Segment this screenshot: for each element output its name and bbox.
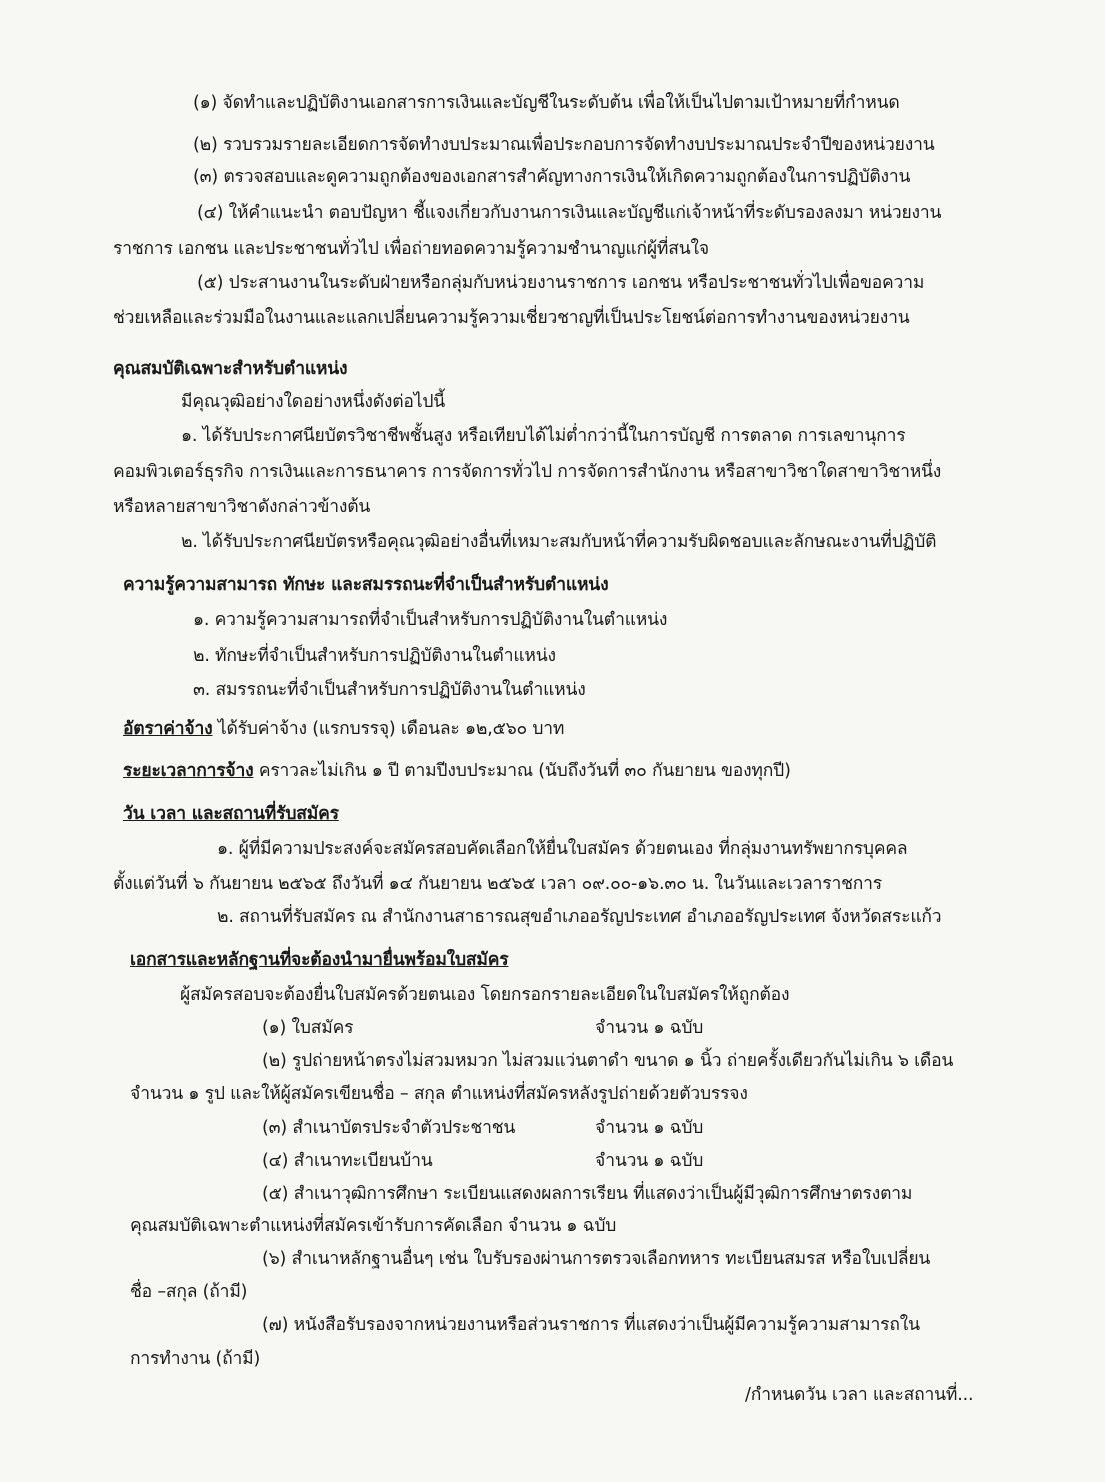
documents-heading: เอกสารและหลักฐานที่จะต้องนำมายื่นพร้อมใบสมัคร: [130, 950, 509, 970]
doc-2-line-2: จำนวน ๑ รูป และให้ผู้สมัครเขียนชื่อ – สกุล ตำแหน่งที่สมัครหลังรูปถ่ายด้วยตัวบรรจง: [130, 1084, 748, 1104]
skill-2: ๒. ทักษะที่จำเป็นสำหรับการปฏิบัติงานในตำแหน่ง: [193, 646, 556, 666]
wage-label: อัตราค่าจ้าง: [123, 719, 213, 739]
doc-5-line-2: คุณสมบัติเฉพาะตำแหน่งที่สมัครเข้ารับการคัดเลือก จำนวน ๑ ฉบับ: [130, 1216, 617, 1236]
qualification-2: ๒. ได้รับประกาศนียบัตรหรือคุณวุฒิอย่างอื่นที่เหมาะสมกับหน้าที่ความรับผิดชอบและลักษณะงานที่ปฏิบัติ: [181, 532, 937, 552]
doc-7-line-1: (๗) หนังสือรับรองจากหน่วยงานหรือส่วนราชการ ที่แสดงว่าเป็นผู้มีความรู้ความสามารถใน: [262, 1315, 920, 1335]
continuation-note: /กำหนดวัน เวลา และสถานที่...: [745, 1385, 974, 1405]
duty-4-line-1: (๔) ให้คำแนะนำ ตอบปัญหา ชี้แจงเกี่ยวกับงานการเงินและบัญชีแก่เจ้าหน้าที่ระดับรองลงมา หน่วยงาน: [197, 203, 942, 223]
duty-5-line-2: ช่วยเหลือและร่วมมือในงานและแลกเปลี่ยนความรู้ความเชี่ยวชาญที่เป็นประโยชน์ต่อการทำงานของหน่วยงาน: [113, 308, 910, 328]
skills-heading: ความรู้ความสามารถ ทักษะ และสมรรถนะที่จำเป็นสำหรับตำแหน่ง: [123, 575, 609, 595]
apply-1-line-1: ๑. ผู้ที่มีความประสงค์จะสมัครสอบคัดเลือกให้ยื่นใบสมัคร ด้วยตนเอง ที่กลุ่มงานทรัพยากรบุคคล: [217, 839, 908, 859]
wage-text: ได้รับค่าจ้าง (แรกบรรจุ) เดือนละ ๑๒,๕๖๐ บาท: [217, 719, 565, 739]
doc-4: (๔) สำเนาทะเบียนบ้าน: [262, 1151, 433, 1171]
wage-line: [123, 718, 564, 740]
doc-5-line-1: (๕) สำเนาวุฒิการศึกษา ระเบียนแสดงผลการเรียน ที่แสดงว่าเป็นผู้มีวุฒิการศึกษาตรงตาม: [262, 1184, 913, 1204]
period-label: ระยะเวลาการจ้าง: [123, 761, 254, 781]
duty-2: (๒) รวบรวมรายละเอียดการจัดทำงบประมาณเพื่อประกอบการจัดทำงบประมาณประจำปีของหน่วยงาน: [193, 135, 935, 155]
qualification-1-line-2: คอมพิวเตอร์ธุรกิจ การเงินและการธนาคาร การจัดการทั่วไป การจัดการสำนักงาน หรือสาขาวิชาใดสาขาวิชาหนึ่ง: [113, 462, 942, 482]
documents-intro: ผู้สมัครสอบจะต้องยื่นใบสมัครด้วยตนเอง โดยกรอกรายละเอียดในใบสมัครให้ถูกต้อง: [180, 985, 790, 1005]
doc-1-qty: จำนวน ๑ ฉบับ: [595, 1018, 704, 1038]
period-line: [123, 760, 791, 782]
duty-5-line-1: (๕) ประสานงานในระดับฝ่ายหรือกลุ่มกับหน่วยงานราชการ เอกชน หรือประชาชนทั่วไปเพื่อขอความ: [197, 273, 925, 293]
period-text: คราวละไม่เกิน ๑ ปี ตามปีงบประมาณ (นับถึงวันที่ ๓๐ กันยายน ของทุกปี): [258, 761, 791, 781]
qualifications-intro: มีคุณวุฒิอย่างใดอย่างหนึ่งดังต่อไปนี้: [181, 392, 445, 412]
apply-1-line-2: ตั้งแต่วันที่ ๖ กันยายน ๒๕๖๕ ถึงวันที่ ๑๔ กันยายน ๒๕๖๕ เวลา ๐๙.๐๐-๑๖.๓๐ น. ในวันและเวลาราชการ: [113, 874, 883, 894]
doc-2-line-1: (๒) รูปถ่ายหน้าตรงไม่สวมหมวก ไม่สวมแว่นตาดำ ขนาด ๑ นิ้ว ถ่ายครั้งเดียวกันไม่เกิน ๖ เดือน: [262, 1051, 954, 1071]
apply-heading: วัน เวลา และสถานที่รับสมัคร: [123, 804, 339, 824]
qualification-1-line-1: ๑. ได้รับประกาศนียบัตรวิชาชีพชั้นสูง หรือเทียบได้ไม่ต่ำกว่านี้ในการบัญชี การตลาด การเลขานุการ: [181, 426, 906, 446]
doc-7-line-2: การทำงาน (ถ้ามี): [130, 1349, 261, 1369]
skill-3: ๓. สมรรถนะที่จำเป็นสำหรับการปฏิบัติงานในตำแหน่ง: [193, 680, 586, 700]
doc-6-line-1: (๖) สำเนาหลักฐานอื่นๆ เช่น ใบรับรองผ่านการตรวจเลือกทหาร ทะเบียนสมรส หรือใบเปลี่ยน: [262, 1249, 931, 1269]
doc-3-qty: จำนวน ๑ ฉบับ: [595, 1118, 704, 1138]
doc-3: (๓) สำเนาบัตรประจำตัวประชาชน: [262, 1118, 516, 1138]
doc-1: (๑) ใบสมัคร: [262, 1018, 354, 1038]
duty-4-line-2: ราชการ เอกชน และประชาชนทั่วไป เพื่อถ่ายทอดความรู้ความชำนาญแก่ผู้ที่สนใจ: [113, 239, 709, 259]
doc-4-qty: จำนวน ๑ ฉบับ: [595, 1151, 704, 1171]
apply-2: ๒. สถานที่รับสมัคร ณ สำนักงานสาธารณสุขอำเภออรัญประเทศ อำเภออรัญประเทศ จังหวัดสระแก้ว: [217, 907, 942, 927]
qualification-1-line-3: หรือหลายสาขาวิชาดังกล่าวข้างต้น: [113, 497, 371, 517]
skill-1: ๑. ความรู้ความสามารถที่จำเป็นสำหรับการปฏิบัติงานในตำแหน่ง: [193, 610, 668, 630]
duty-1: (๑) จัดทำและปฏิบัติงานเอกสารการเงินและบัญชีในระดับต้น เพื่อให้เป็นไปตามเป้าหมายที่กำหนด: [193, 93, 900, 113]
doc-6-line-2: ชื่อ –สกุล (ถ้ามี): [130, 1282, 248, 1302]
duty-3: (๓) ตรวจสอบและดูความถูกต้องของเอกสารสำคัญทางการเงินให้เกิดความถูกต้องในการปฏิบัติงาน: [193, 167, 911, 187]
qualifications-heading: คุณสมบัติเฉพาะสำหรับตำแหน่ง: [113, 359, 348, 379]
